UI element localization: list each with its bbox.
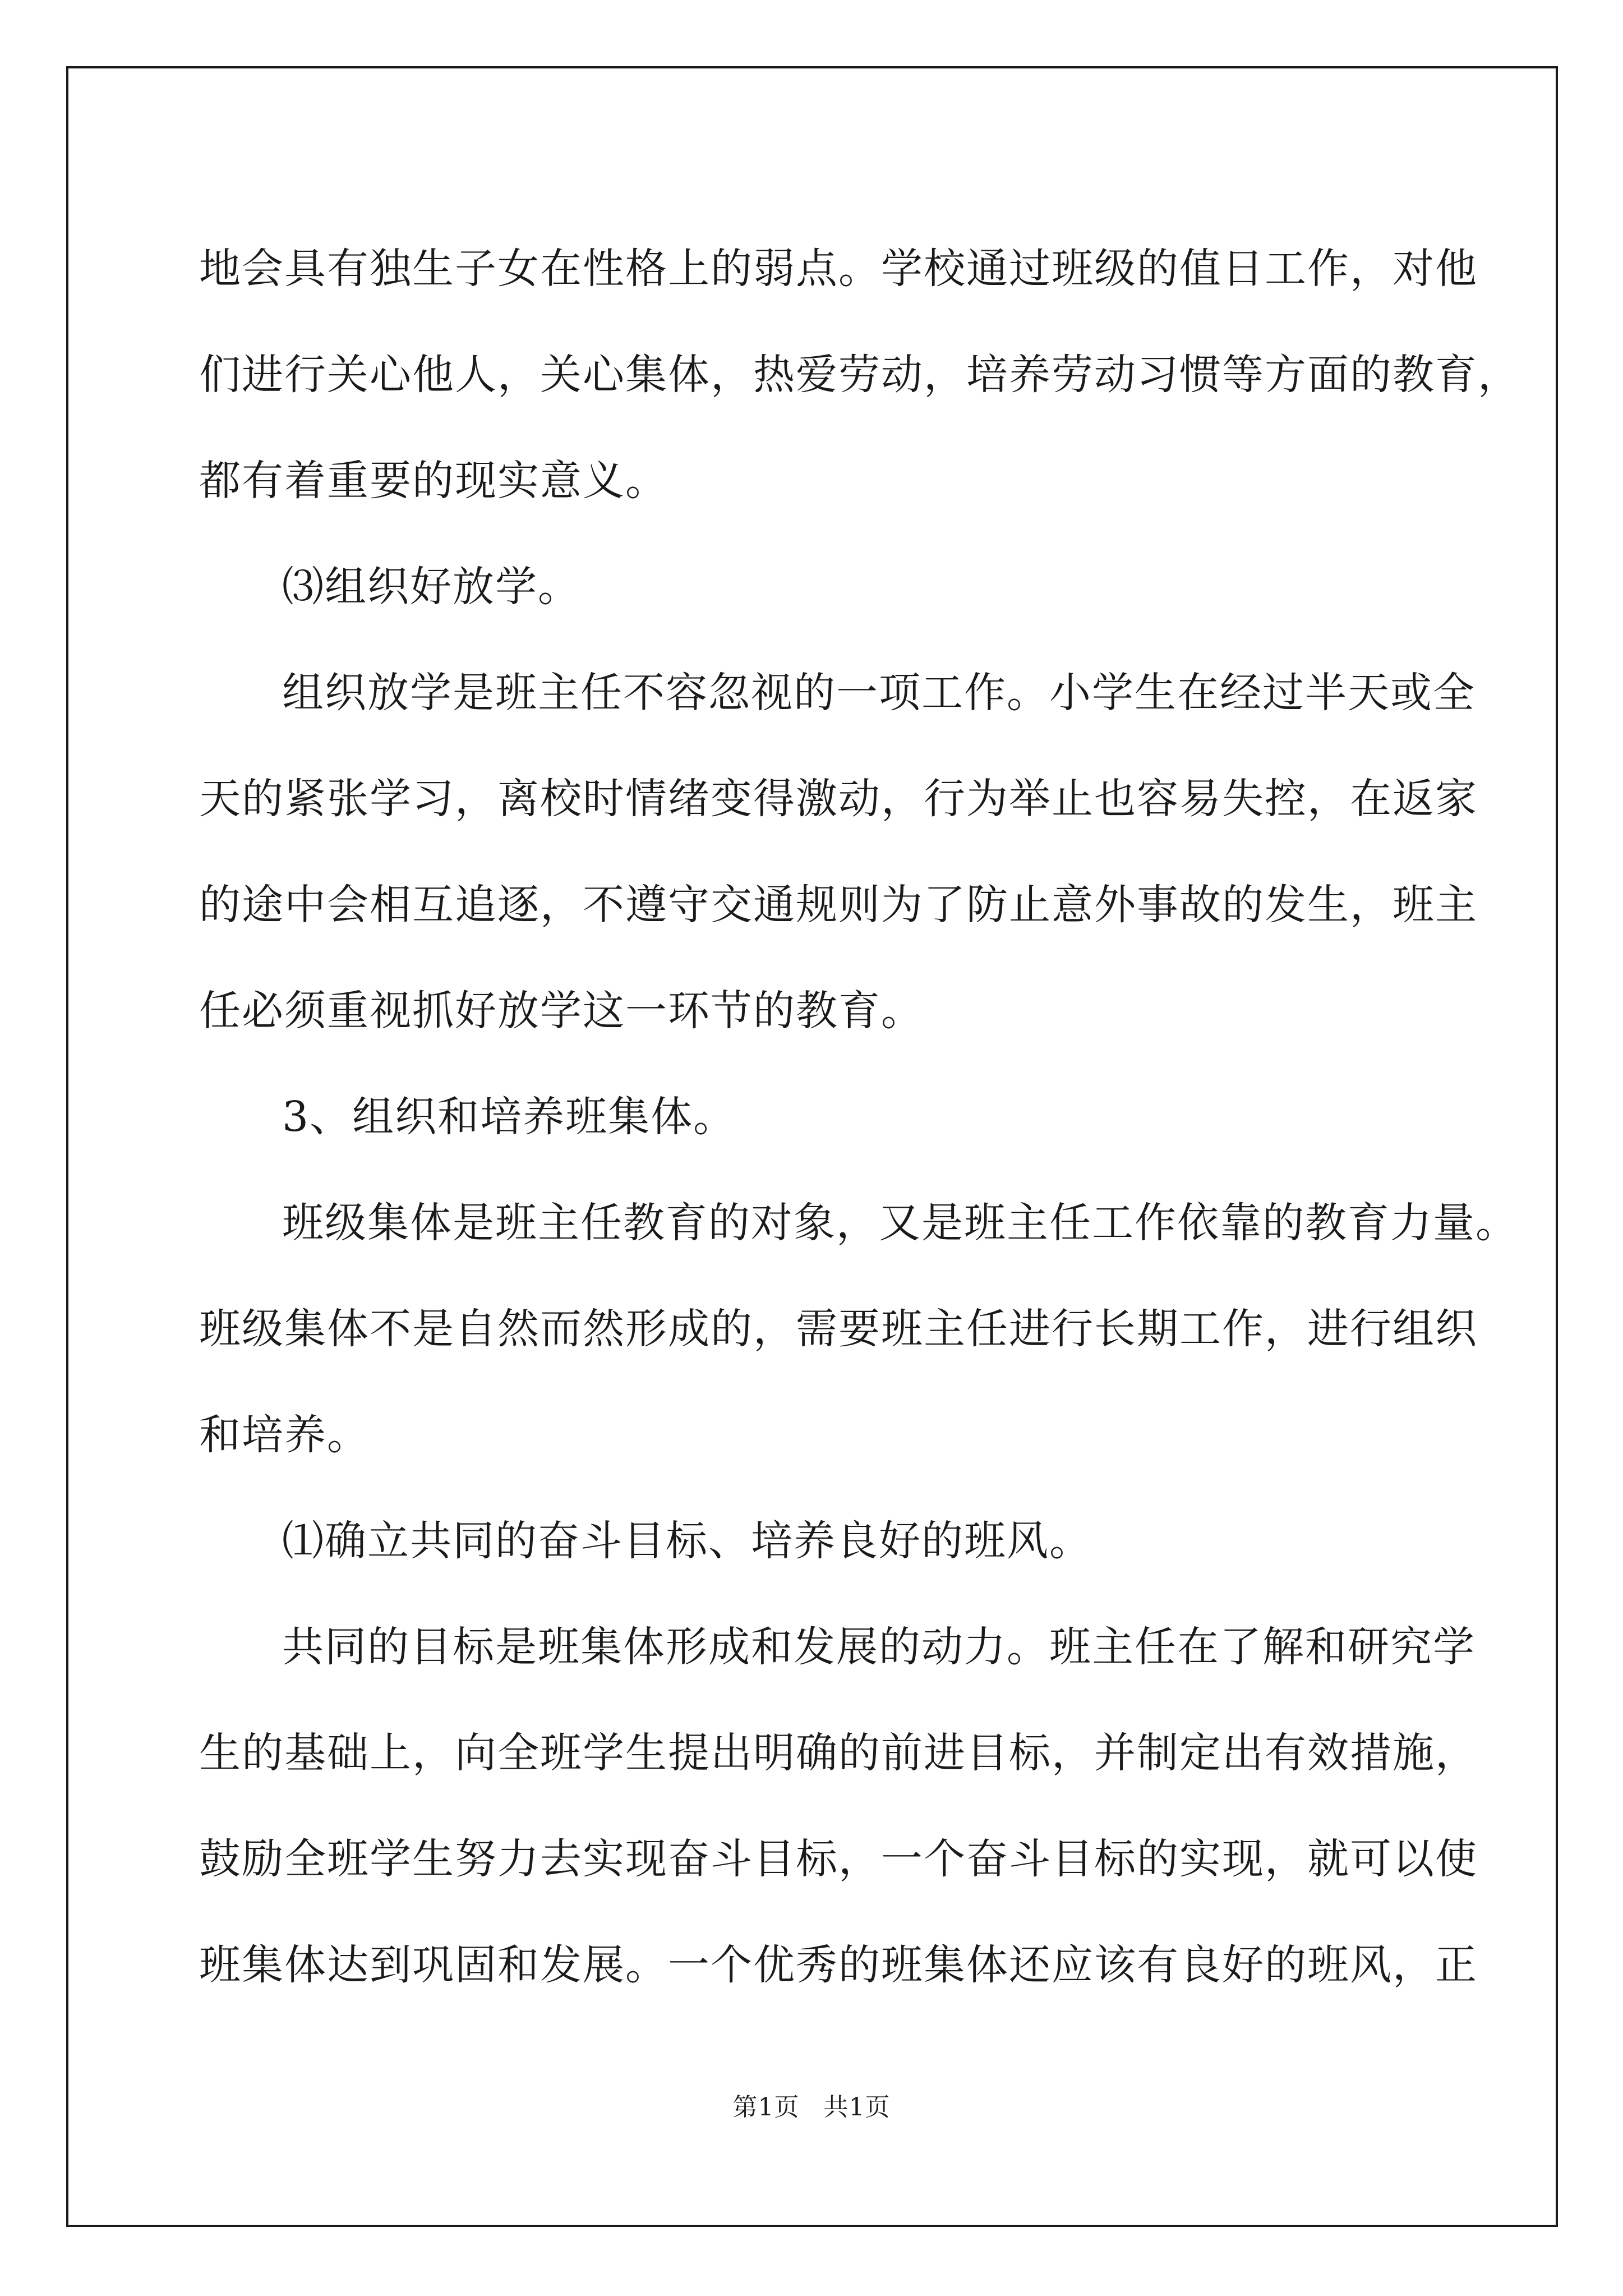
subheading-line: ⑶组织好放学。 [282,563,580,611]
text-line: 班集体达到巩固和发展。一个优秀的班集体还应该有良好的班风，正 [199,1941,1478,1989]
page-number: 第1页 [732,2093,800,2122]
subheading-line: ⑴确立共同的奋斗目标、培养良好的班风。 [282,1517,1092,1565]
page-footer [0,2087,1623,2123]
text-line: 地会具有独生子女在性格上的弱点。学校通过班级的值日工作，对他 [199,245,1478,293]
text-line: 生的基础上，向全班学生提出明确的前进目标，并制定出有效措施， [199,1729,1478,1777]
text-line: 天的紧张学习，离校时情绪变得激动，行为举止也容易失控，在返家 [199,775,1478,823]
text-line: 的途中会相互追逐，不遵守交通规则为了防止意外事故的发生，班主 [199,881,1478,929]
page-total: 共1页 [823,2093,891,2122]
text-line: 和培养。 [199,1411,370,1459]
document-body [199,216,1520,2018]
text-line: 任必须重视抓好放学这一环节的教育。 [199,987,924,1035]
section-heading-line: 3、组织和培养班集体。 [282,1093,736,1141]
paragraph-start-line: 组织放学是班主任不容忽视的一项工作。小学生在经过半天或全 [282,669,1476,717]
paragraph-start-line: 班级集体是班主任教育的对象，又是班主任工作依靠的教育力量。 [282,1199,1518,1247]
paragraph-start-line: 共同的目标是班集体形成和发展的动力。班主任在了解和研究学 [282,1623,1476,1671]
text-line: 们进行关心他人，关心集体，热爱劳动，培养劳动习惯等方面的教育， [199,351,1520,399]
text-line: 班级集体不是自然而然形成的，需要班主任进行长期工作，进行组织 [199,1305,1478,1353]
text-line: 鼓励全班学生努力去实现奋斗目标，一个奋斗目标的实现，就可以使 [199,1835,1478,1883]
text-line: 都有着重要的现实意义。 [199,457,668,505]
